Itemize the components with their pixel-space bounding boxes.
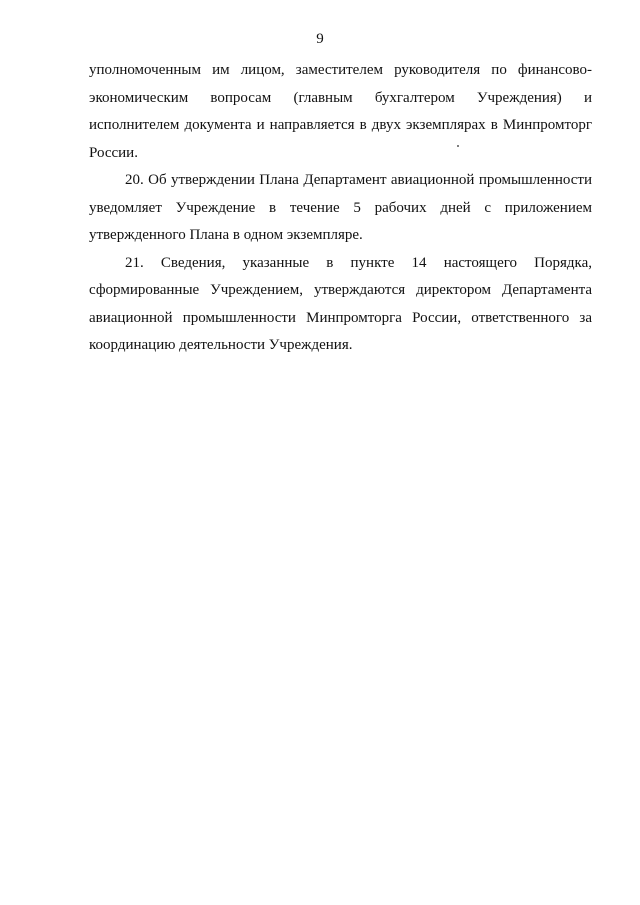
page-number: 9 [316,31,324,47]
paragraph-21: 21. Сведения, указанные в пункте 14 настоящего Порядка, сформированные Учреждением, утверждаются директором Департамента авиационной промышленности Минпромторга России, ответственного за координацию деятельности Учреждения. [89,254,592,353]
paragraph-20: 20. Об утверждении Плана Департамент авиационной промышленности уведомляет Учреждение в течение 5 рабочих дней с приложением утвержденного Плана в одном экземпляре. [89,172,592,243]
document-body [89,57,592,360]
scan-speck [457,145,459,147]
paragraph-continuation: уполномоченным им лицом, заместителем руководителя по финансово-экономическим вопросам (главным бухгалтером Учреждения) и исполнителем документа и направляется в двух экземплярах в Минпромторг России. [89,62,592,161]
